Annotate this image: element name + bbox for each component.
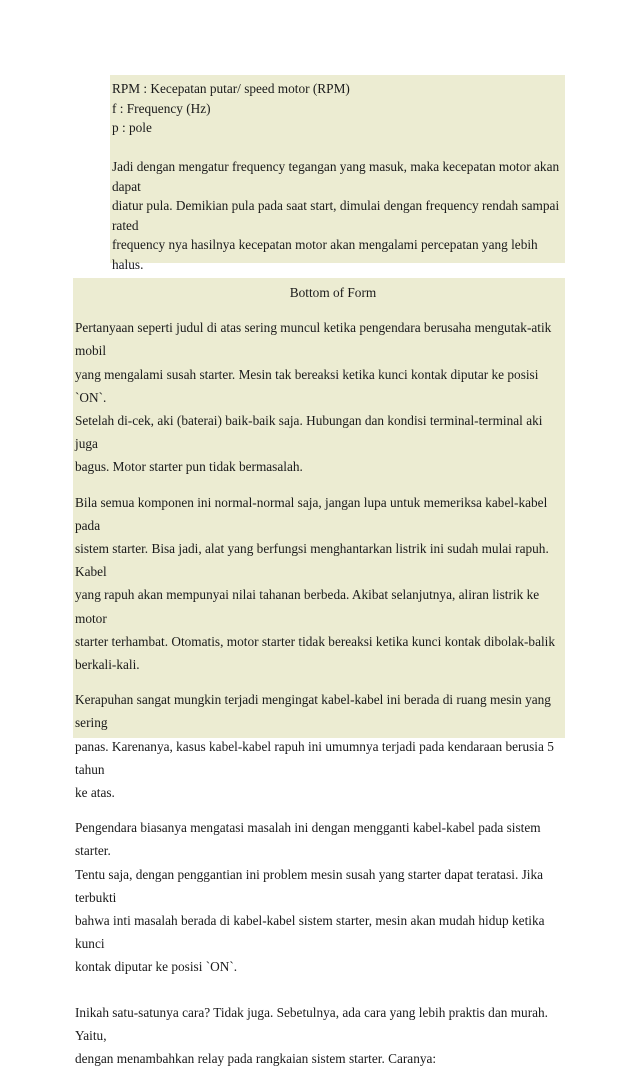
paragraph-line: berkali-kali. <box>75 657 140 673</box>
paragraph-line: bagus. Motor starter pun tidak bermasalah. <box>75 459 303 475</box>
paragraph-line: Tentu saja, dengan penggantian ini problem mesin susah yang starter dapat teratasi. Jika terbukti <box>75 866 544 905</box>
definitions-box <box>110 75 565 272</box>
definition-frequency: f : Frequency (Hz) <box>112 100 211 116</box>
bottom-of-form-label: Bottom of Form <box>289 285 377 300</box>
paragraph-line: sistem starter. Bisa jadi, alat yang berfungsi menghantarkan listrik ini sudah mulai rapuh. Kabel <box>75 541 549 580</box>
paragraph-line: ke atas. <box>75 785 115 801</box>
paragraph-line: yang mengalami susah starter. Mesin tak bereaksi ketika kunci kontak diputar ke posisi `ON`. <box>75 366 539 405</box>
paragraph-line: Jadi dengan mengatur frequency tegangan yang masuk, maka kecepatan motor akan dapat <box>112 159 560 194</box>
paragraph-line: starter terhambat. Otomatis, motor starter tidak bereaksi ketika kunci kontak dibolak-balik <box>75 633 556 649</box>
paragraph-line: kontak diputar ke posisi `ON`. <box>75 959 238 975</box>
paragraph-line: Kerapuhan sangat mungkin terjadi mengingat kabel-kabel ini berada di ruang mesin yang sering <box>75 692 551 731</box>
paragraph-line: frequency nya hasilnya kecepatan motor akan mengalami percepatan yang lebih halus. <box>112 237 538 272</box>
paragraph-line: dengan menambahkan relay pada rangkaian sistem starter. Caranya: <box>75 1051 437 1067</box>
paragraph-line: bahwa inti masalah berada di kabel-kabel sistem starter, mesin akan mudah hidup ketika kunci <box>75 913 545 952</box>
paragraph-line: panas. Karenanya, kasus kabel-kabel rapuh ini umumnya terjadi pada kendaraan berusia 5 tahun <box>75 738 554 777</box>
definition-rpm: RPM : Kecepatan putar/ speed motor (RPM) <box>112 81 350 96</box>
paragraph-line: Pertanyaan seperti judul di atas sering muncul ketika pengendara berusaha mengutak-atik mobil <box>75 320 552 359</box>
definition-pole: p : pole <box>112 120 152 135</box>
paragraph-line: Bila semua komponen ini normal-normal saja, jangan lupa untuk memeriksa kabel-kabel pada <box>75 494 548 533</box>
paragraph-line: Inikah satu-satunya cara? Tidak juga. Sebetulnya, ada cara yang lebih praktis dan murah. Yaitu, <box>75 1004 548 1043</box>
article-box <box>73 278 565 1067</box>
paragraph-line: Pengendara biasanya mengatasi masalah ini dengan mengganti kabel-kabel pada sistem starter. <box>75 820 541 859</box>
paragraph-line: yang rapuh akan mempunyai nilai tahanan berbeda. Akibat selanjutnya, aliran listrik ke motor <box>75 587 540 626</box>
paragraph-line: Setelah di-cek, aki (baterai) baik-baik saja. Hubungan dan kondisi terminal-terminal aki juga <box>75 413 543 452</box>
paragraph-line: diatur pula. Demikian pula pada saat start, dimulai dengan frequency rendah sampai rated <box>112 198 560 233</box>
